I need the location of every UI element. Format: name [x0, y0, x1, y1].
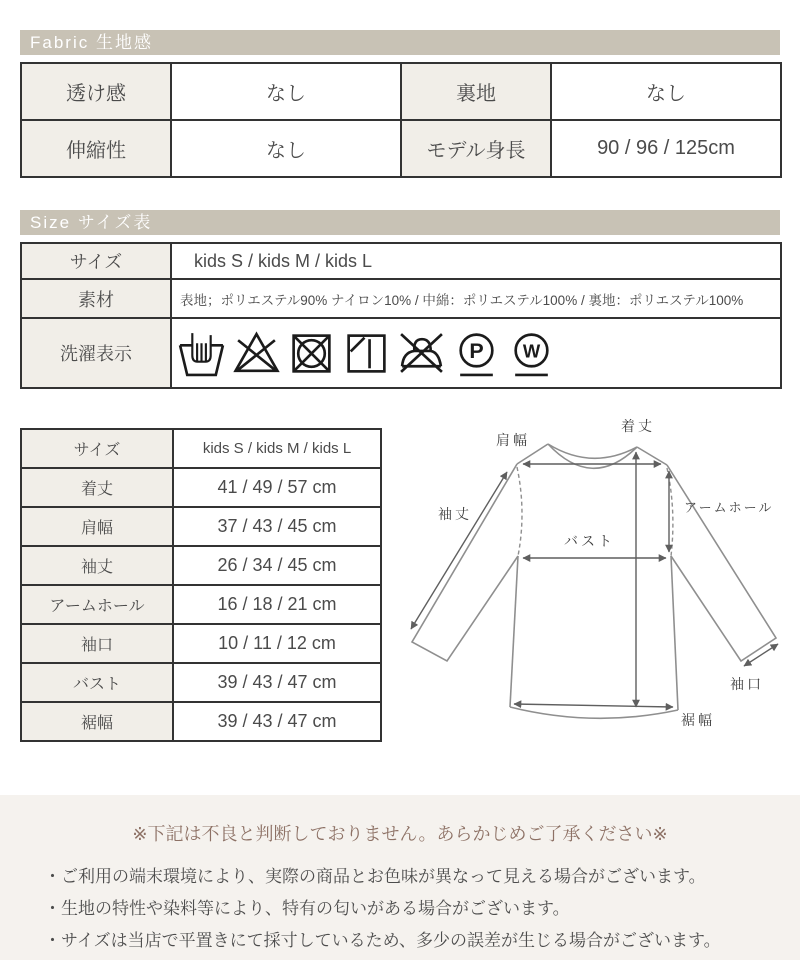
wet-clean-w-icon: [507, 329, 556, 378]
table-row: [21, 429, 381, 468]
fabric-label-lining: 裏地: [401, 63, 551, 120]
dry-clean-p-icon: [452, 329, 501, 378]
meas-value-length: 41 / 49 / 57 cm: [173, 468, 381, 507]
size-section-header: Size サイズ表: [20, 210, 780, 235]
material-label: 素材: [21, 279, 171, 318]
diagram-label-armhole: アームホール: [684, 500, 774, 515]
meas-label-armhole: アームホール: [21, 585, 173, 624]
diagram-label-hem: 裾幅: [681, 712, 715, 728]
svg-text:W: W: [522, 340, 541, 362]
table-row: [21, 546, 381, 585]
table-row: [21, 663, 381, 702]
fabric-value-stretch: なし: [171, 120, 401, 177]
do-not-iron-icon: [397, 329, 446, 378]
table-row: [21, 120, 781, 177]
list-item: ・ご利用の端末環境により、実際の商品とお色味が異なって見える場合がございます。: [44, 867, 706, 886]
disclaimer-heading: ※下記は不良と判断しておりません。あらかじめご了承ください※: [132, 824, 668, 844]
diagram-label-cuff: 袖口: [730, 676, 764, 692]
shirt-outline: [412, 444, 776, 718]
fabric-table: [20, 62, 782, 178]
care-label: 洗濯表示: [21, 318, 171, 388]
care-icons-cell: [171, 318, 781, 388]
table-row: [21, 507, 381, 546]
measurement-arrows: [411, 452, 778, 707]
size-value: kids S / kids M / kids L: [171, 243, 781, 279]
garment-measurement-diagram: [390, 415, 800, 755]
meas-label-cuff: 袖口: [21, 624, 173, 663]
diagram-label-length: 着丈: [621, 418, 655, 434]
table-row: [21, 63, 781, 120]
meas-value-hem: 39 / 43 / 47 cm: [173, 702, 381, 741]
meas-label-bust: バスト: [21, 663, 173, 702]
fabric-label-model-height: モデル身長: [401, 120, 551, 177]
do-not-bleach-icon: [232, 329, 281, 378]
meas-value-bust: 39 / 43 / 47 cm: [173, 663, 381, 702]
meas-value-shoulder: 37 / 43 / 45 cm: [173, 507, 381, 546]
meas-label-sleeve: 袖丈: [21, 546, 173, 585]
table-row: [21, 279, 781, 318]
fabric-value-sheerness: なし: [171, 63, 401, 120]
hand-wash-icon: [177, 329, 226, 378]
table-row: [21, 318, 781, 388]
meas-value-size: kids S / kids M / kids L: [173, 429, 381, 468]
meas-value-cuff: 10 / 11 / 12 cm: [173, 624, 381, 663]
fabric-value-model-height: 90 / 96 / 125cm: [551, 120, 781, 177]
disclaimer-list: [0, 861, 800, 957]
meas-label-size: サイズ: [21, 429, 173, 468]
table-row: [21, 585, 381, 624]
meas-label-shoulder: 肩幅: [21, 507, 173, 546]
meas-label-hem: 裾幅: [21, 702, 173, 741]
list-item: ・生地の特性や染料等により、特有の匂いがある場合がございます。: [44, 899, 570, 918]
table-row: [21, 243, 781, 279]
material-value: 表地；ポリエステル90% ナイロン10% / 中綿：ポリエステル100% / 裏地：ポリエステル100%: [171, 279, 781, 318]
table-row: [21, 624, 381, 663]
shade-dry-icon: [342, 329, 391, 378]
size-info-table: [20, 242, 782, 389]
table-row: [21, 468, 381, 507]
list-item: ・サイズは当店で平置きにて採寸しているため、多少の誤差が生じる場合がございます。: [44, 931, 721, 950]
meas-value-sleeve: 26 / 34 / 45 cm: [173, 546, 381, 585]
table-row: [21, 702, 381, 741]
measurements-table: [20, 428, 382, 742]
fabric-label-sheerness: 透け感: [21, 63, 171, 120]
fabric-section-header: Fabric 生地感: [20, 30, 780, 55]
diagram-label-shoulder: 肩幅: [496, 432, 530, 448]
diagram-label-sleeve: 袖丈: [438, 506, 472, 522]
fabric-label-stretch: 伸縮性: [21, 120, 171, 177]
do-not-tumble-dry-icon: [287, 329, 336, 378]
fabric-value-lining: なし: [551, 63, 781, 120]
meas-label-length: 着丈: [21, 468, 173, 507]
diagram-label-bust: バスト: [564, 533, 615, 549]
meas-value-armhole: 16 / 18 / 21 cm: [173, 585, 381, 624]
size-label: サイズ: [21, 243, 171, 279]
care-icons-row: [177, 329, 780, 378]
disclaimer-section: [0, 795, 800, 960]
svg-text:P: P: [469, 338, 484, 363]
